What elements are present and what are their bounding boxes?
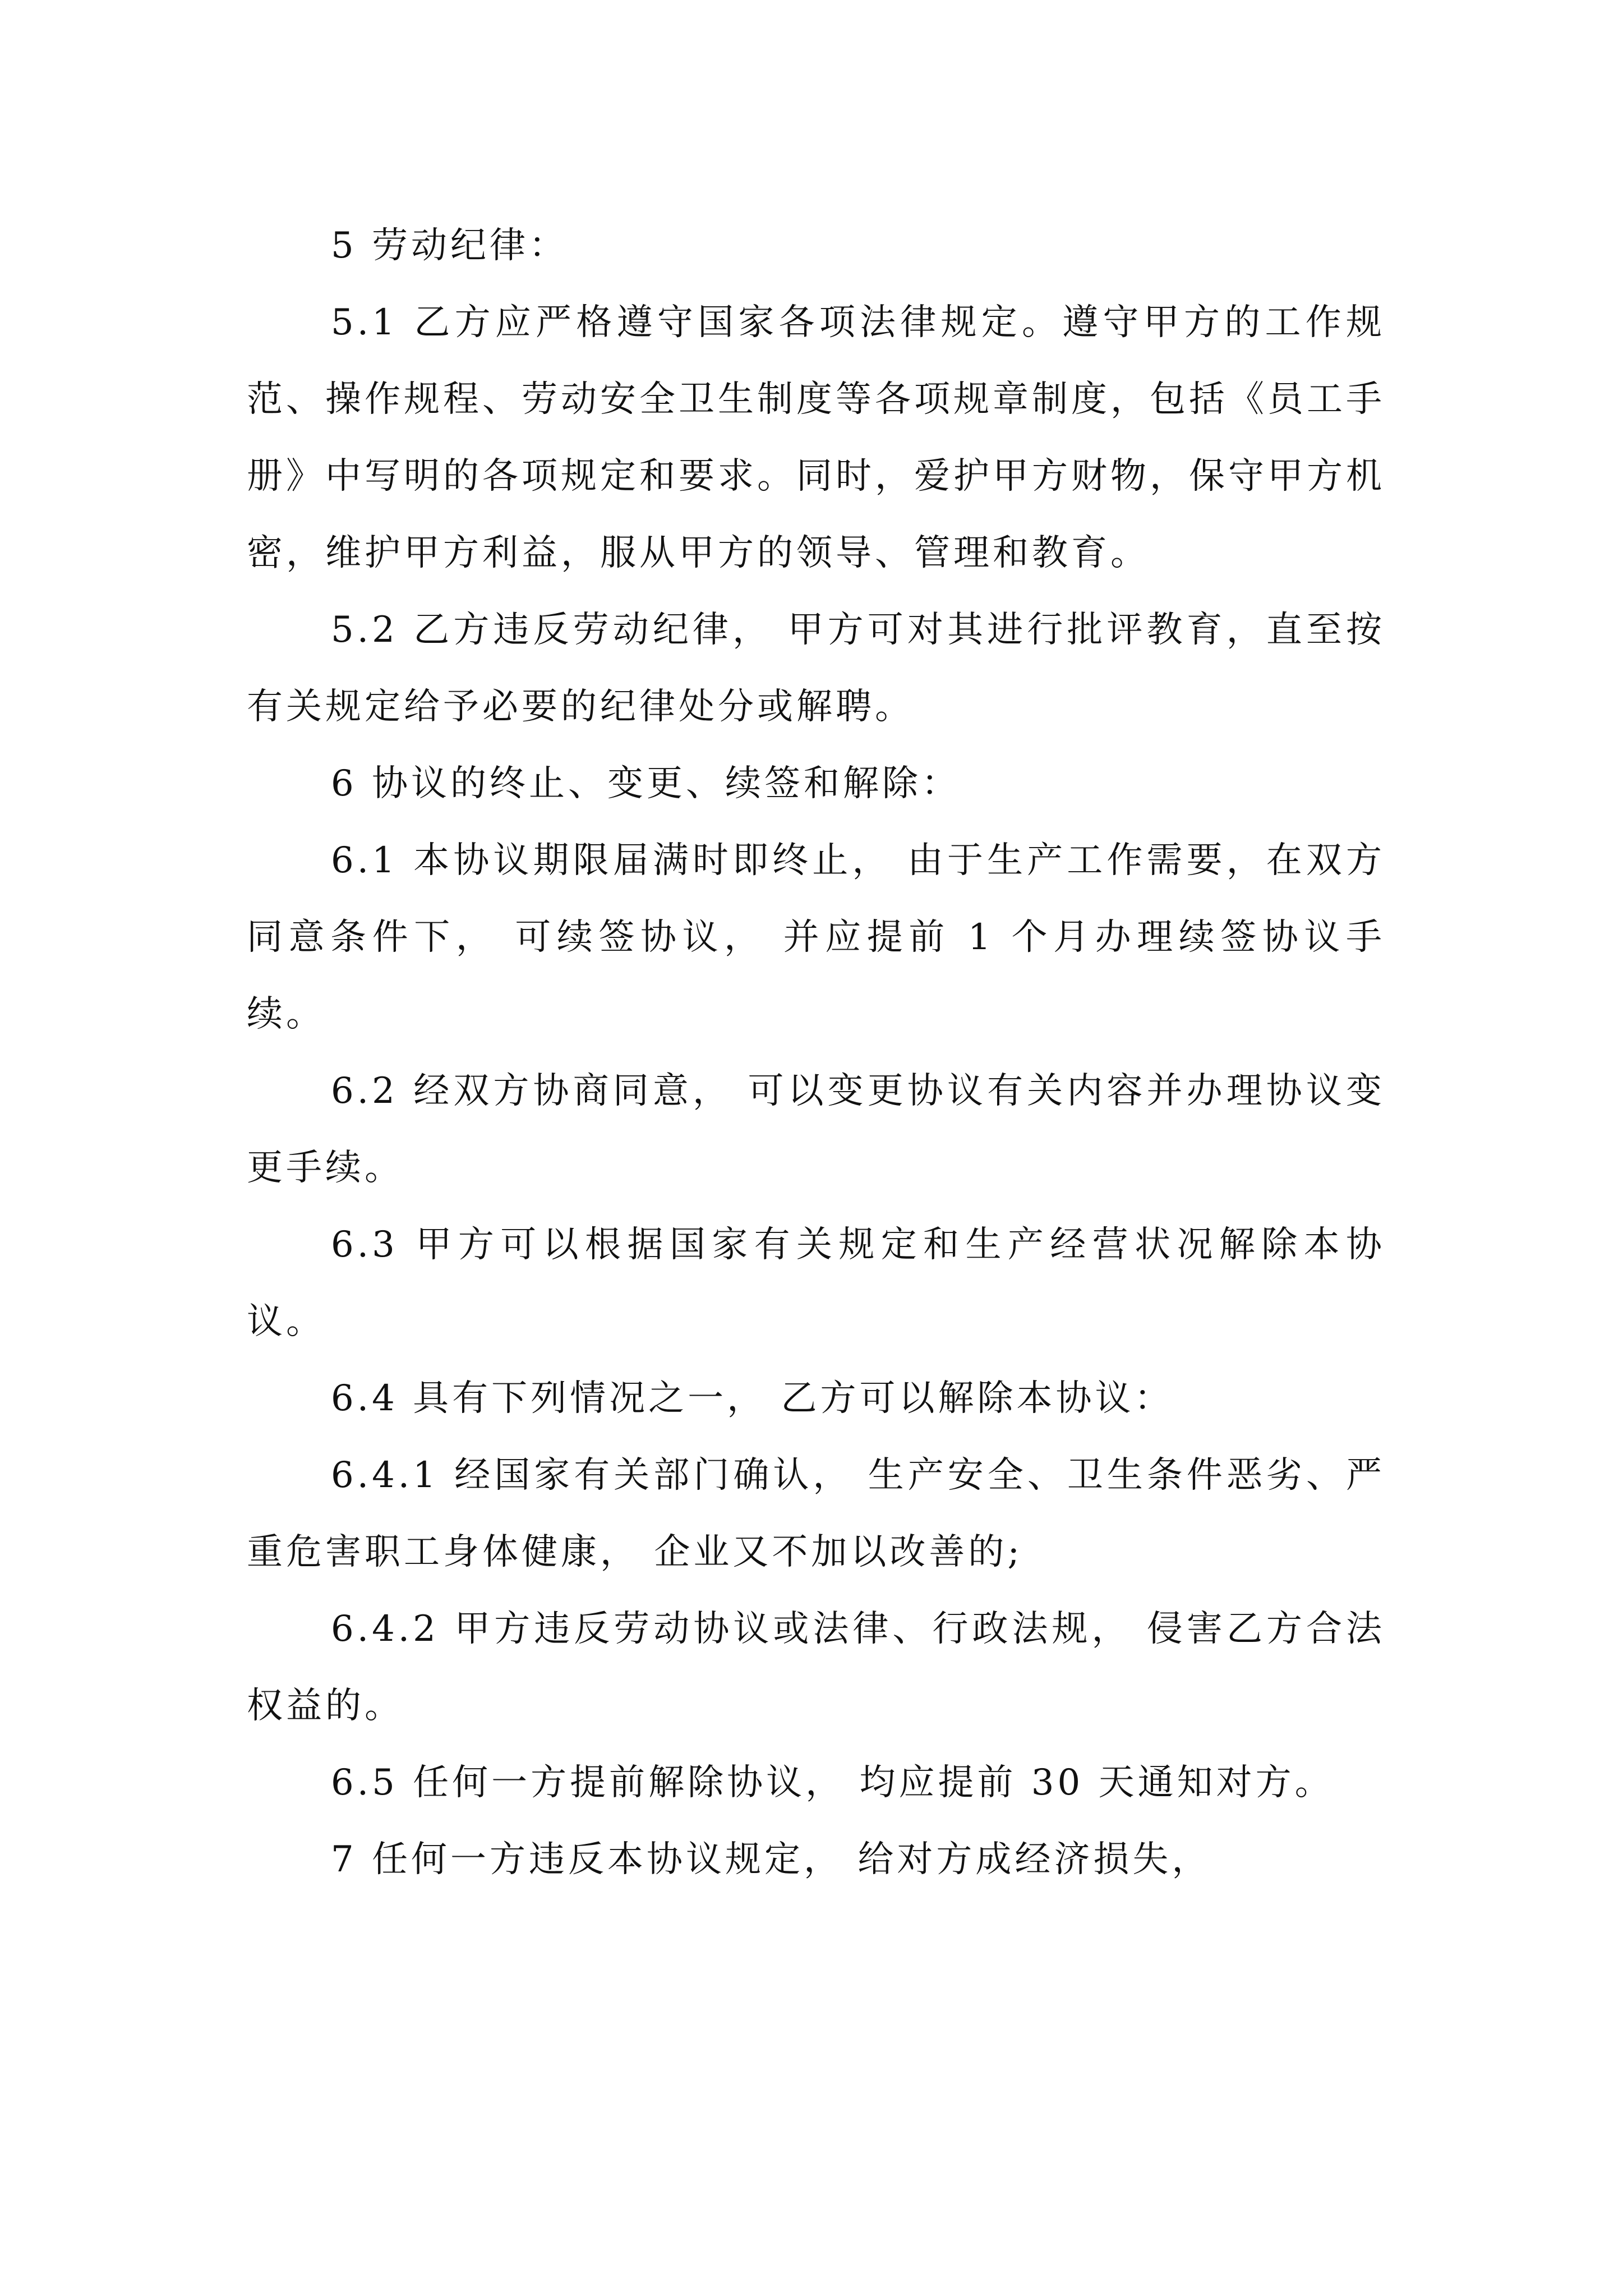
clause-6-1: 6.1 本协议期限届满时即终止， 由于生产工作需要，在双方同意条件下， 可续签协议， 并应提前 1 个月办理续签协议手续。 (247, 840, 1385, 1035)
clause-5-1: 5.1 乙方应严格遵守国家各项法律规定。遵守甲方的工作规范、操作规程、劳动安全卫生制度等各项规章制度，包括《员工手册》中写明的各项规定和要求。同时，爱护甲方财物，保守甲方机密，维护甲方利益，服从甲方的领导、管理和教育。 (247, 302, 1385, 574)
clause-6-4-2: 6.4.2 甲方违反劳动协议或法律、行政法规， 侵害乙方合法权益的。 (247, 1608, 1385, 1727)
clause-6-5: 6.5 任何一方提前解除协议， 均应提前 30 天通知对方。 (331, 1762, 1334, 1803)
clause-7: 7 任何一方违反本协议规定， 给对方成经济损失， (331, 1839, 1211, 1880)
section-heading-termination: 6 协议的终止、变更、续签和解除： (331, 763, 961, 804)
clause-6-4-1: 6.4.1 经国家有关部门确认， 生产安全、卫生条件恶劣、严重危害职工身体健康， 企业又不加以改善的; (247, 1455, 1385, 1573)
clause-6-4: 6.4 具有下列情况之一， 乙方可以解除本协议： (331, 1378, 1174, 1419)
clause-6-3: 6.3 甲方可以根据国家有关规定和生产经营状况解除本协议。 (247, 1224, 1385, 1342)
clause-6-2: 6.2 经双方协商同意， 可以变更协议有关内容并办理协议变更手续。 (247, 1070, 1385, 1189)
clause-5-2: 5.2 乙方违反劳动纪律， 甲方可对其进行批评教育，直至按有关规定给予必要的纪律处分或解聘。 (247, 609, 1385, 728)
section-heading-labor-discipline: 5 劳动纪律： (331, 225, 569, 266)
document-body (247, 208, 1385, 1898)
